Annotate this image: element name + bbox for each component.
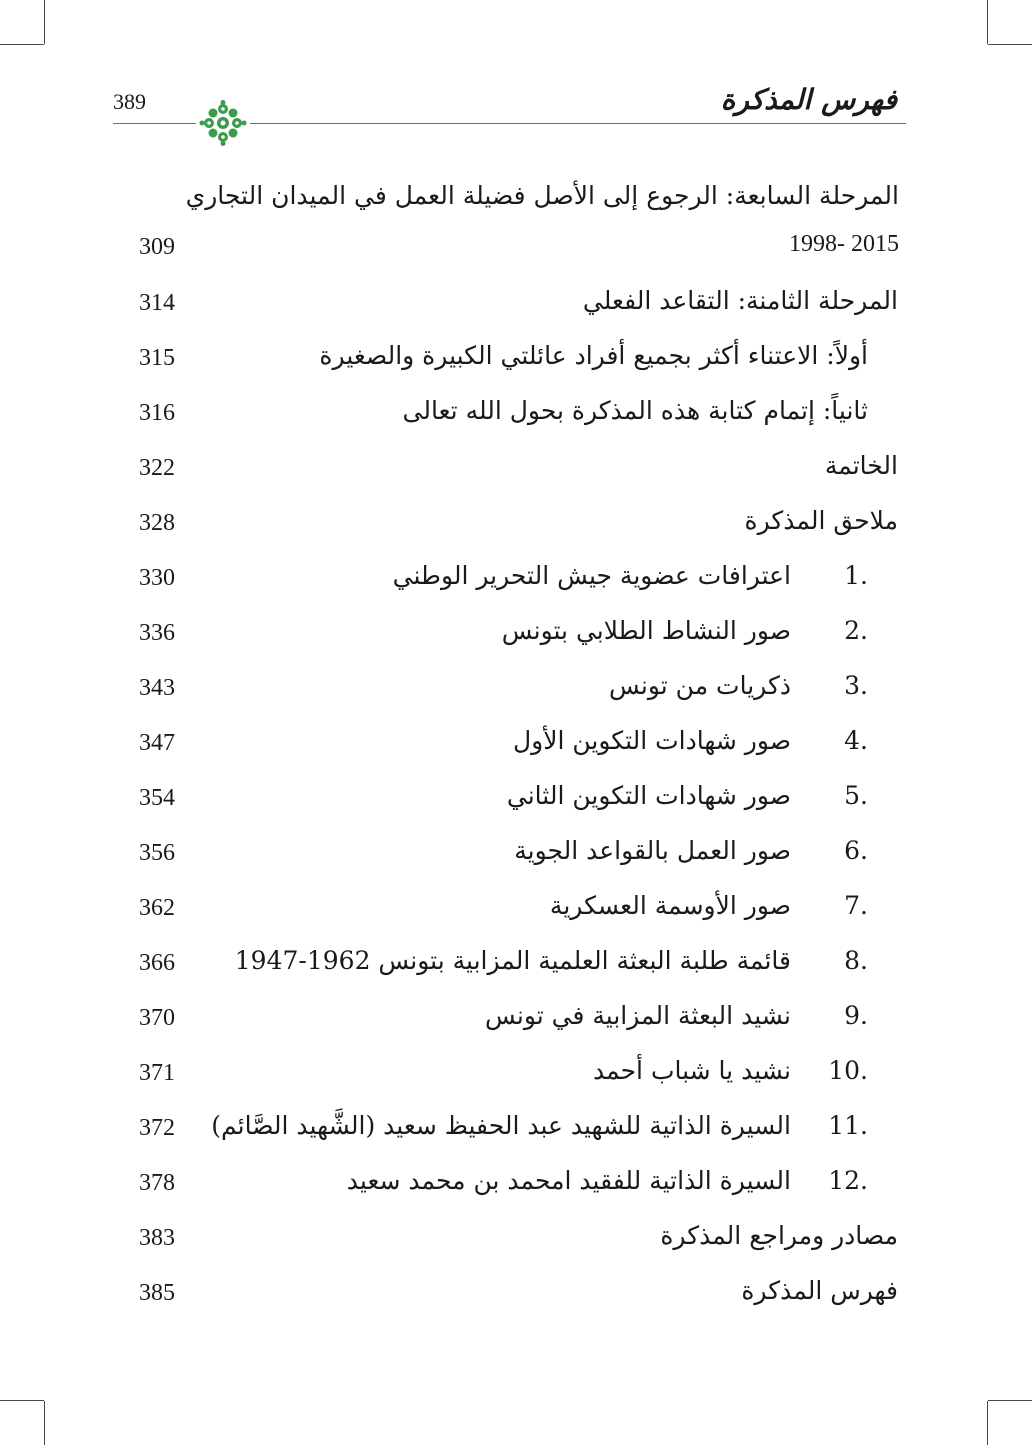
toc-entry-title: نشيد البعثة المزابية في تونس xyxy=(485,1001,791,1030)
toc-entry xyxy=(113,391,906,435)
toc-page-number: 314 xyxy=(139,290,175,316)
toc-entry-title: ثانياً: إتمام كتابة هذه المذكرة بحول الله تعالى xyxy=(402,396,868,425)
toc-entry xyxy=(113,281,906,325)
toc-entry xyxy=(113,336,906,380)
toc-entry-title: فهرس المذكرة xyxy=(741,1276,898,1305)
toc-entry xyxy=(113,721,906,765)
toc-entry-title: صور شهادات التكوين الثاني xyxy=(506,781,791,810)
toc-entry xyxy=(113,501,906,545)
toc-entry-title: السيرة الذاتية للفقيد امحمد بن محمد سعيد xyxy=(346,1166,791,1195)
crop-mark xyxy=(0,1400,44,1401)
toc-entry-title: صور العمل بالقواعد الجوية xyxy=(514,836,791,865)
toc-page-number: 330 xyxy=(139,565,175,591)
toc-entry xyxy=(113,1271,906,1315)
toc-page-number: 322 xyxy=(139,455,175,481)
toc-entry-years: 1998- 2015 xyxy=(789,231,899,257)
list-marker: .1 xyxy=(844,561,868,590)
toc-entry xyxy=(113,1161,906,1205)
list-marker: .7 xyxy=(844,891,868,920)
toc-page-number: 362 xyxy=(139,895,175,921)
toc-entry-title: صور الأوسمة العسكرية xyxy=(549,891,791,920)
toc-page-number: 378 xyxy=(139,1170,175,1196)
toc-page-number: 371 xyxy=(139,1060,175,1086)
list-marker: .9 xyxy=(844,1001,868,1030)
toc-entry-title: أولاً: الاعتناء أكثر بجميع أفراد عائلتي الكبيرة والصغيرة xyxy=(319,341,868,370)
toc-entry xyxy=(113,886,906,930)
toc-entry-title: اعترافات عضوية جيش التحرير الوطني xyxy=(392,561,791,590)
toc-entry-title: المرحلة السابعة: الرجوع إلى الأصل فضيلة العمل في الميدان التجاري xyxy=(185,181,899,210)
list-marker: .6 xyxy=(844,836,868,865)
crop-mark xyxy=(988,1400,1032,1401)
list-marker: .11 xyxy=(828,1111,868,1140)
toc-entry-title: نشيد يا شباب أحمد xyxy=(593,1056,791,1085)
crop-mark xyxy=(44,0,45,44)
toc-entry-title: قائمة طلبة البعثة العلمية المزابية بتونس 1962-1947 xyxy=(234,946,791,975)
crop-mark xyxy=(987,0,988,44)
running-header-title: فهرس المذكرة xyxy=(720,83,897,116)
toc-entry-title: السيرة الذاتية للشهيد عبد الحفيظ سعيد (الشَّهيد الصَّائم) xyxy=(211,1111,791,1140)
toc-page-number: 383 xyxy=(139,1225,175,1251)
toc-entry-title: ذكريات من تونس xyxy=(609,671,791,700)
list-marker: .3 xyxy=(844,671,868,700)
page-number: 389 xyxy=(113,89,146,114)
toc-page-number: 343 xyxy=(139,675,175,701)
toc-page-number: 385 xyxy=(139,1280,175,1306)
toc-entry xyxy=(113,1216,906,1260)
toc-page-number: 356 xyxy=(139,840,175,866)
crop-mark xyxy=(44,1401,45,1445)
toc-entry xyxy=(113,996,906,1040)
toc-page-number: 328 xyxy=(139,510,175,536)
crop-mark xyxy=(987,1401,988,1445)
toc-entry xyxy=(113,776,906,820)
toc-page-number: 316 xyxy=(139,400,175,426)
list-marker: .10 xyxy=(828,1056,868,1085)
toc-entry xyxy=(113,556,906,600)
toc-page-number: 354 xyxy=(139,785,175,811)
list-marker: .2 xyxy=(844,616,868,645)
crop-mark xyxy=(988,44,1032,45)
list-marker: .8 xyxy=(844,946,868,975)
toc-page-number: 336 xyxy=(139,620,175,646)
toc-entry-title: ملاحق المذكرة xyxy=(744,506,898,535)
toc-page-number: 370 xyxy=(139,1005,175,1031)
toc-entry-title: الخاتمة xyxy=(824,451,898,480)
crop-mark xyxy=(0,44,44,45)
toc-entry-title: المرحلة الثامنة: التقاعد الفعلي xyxy=(582,286,898,315)
toc-entry xyxy=(113,225,906,269)
toc-page-number: 315 xyxy=(139,345,175,371)
toc-page-number: 347 xyxy=(139,730,175,756)
toc-entry-title: صور شهادات التكوين الأول xyxy=(512,726,791,755)
floral-ornament-icon xyxy=(196,100,250,146)
toc-entry xyxy=(113,1051,906,1095)
toc-entry-title: صور النشاط الطلابي بتونس xyxy=(501,616,791,645)
toc-entry xyxy=(113,446,906,490)
toc-entry xyxy=(113,941,906,985)
toc-entry xyxy=(113,1106,906,1150)
list-marker: .5 xyxy=(844,781,868,810)
toc-page-number: 372 xyxy=(139,1115,175,1141)
toc-entry xyxy=(113,611,906,655)
toc-page-number: 309 xyxy=(139,234,175,260)
toc-entry xyxy=(113,666,906,710)
list-marker: .4 xyxy=(844,726,868,755)
list-marker: .12 xyxy=(828,1166,868,1195)
toc-entry xyxy=(113,831,906,875)
toc-entry-title: مصادر ومراجع المذكرة xyxy=(660,1221,898,1250)
toc-page-number: 366 xyxy=(139,950,175,976)
